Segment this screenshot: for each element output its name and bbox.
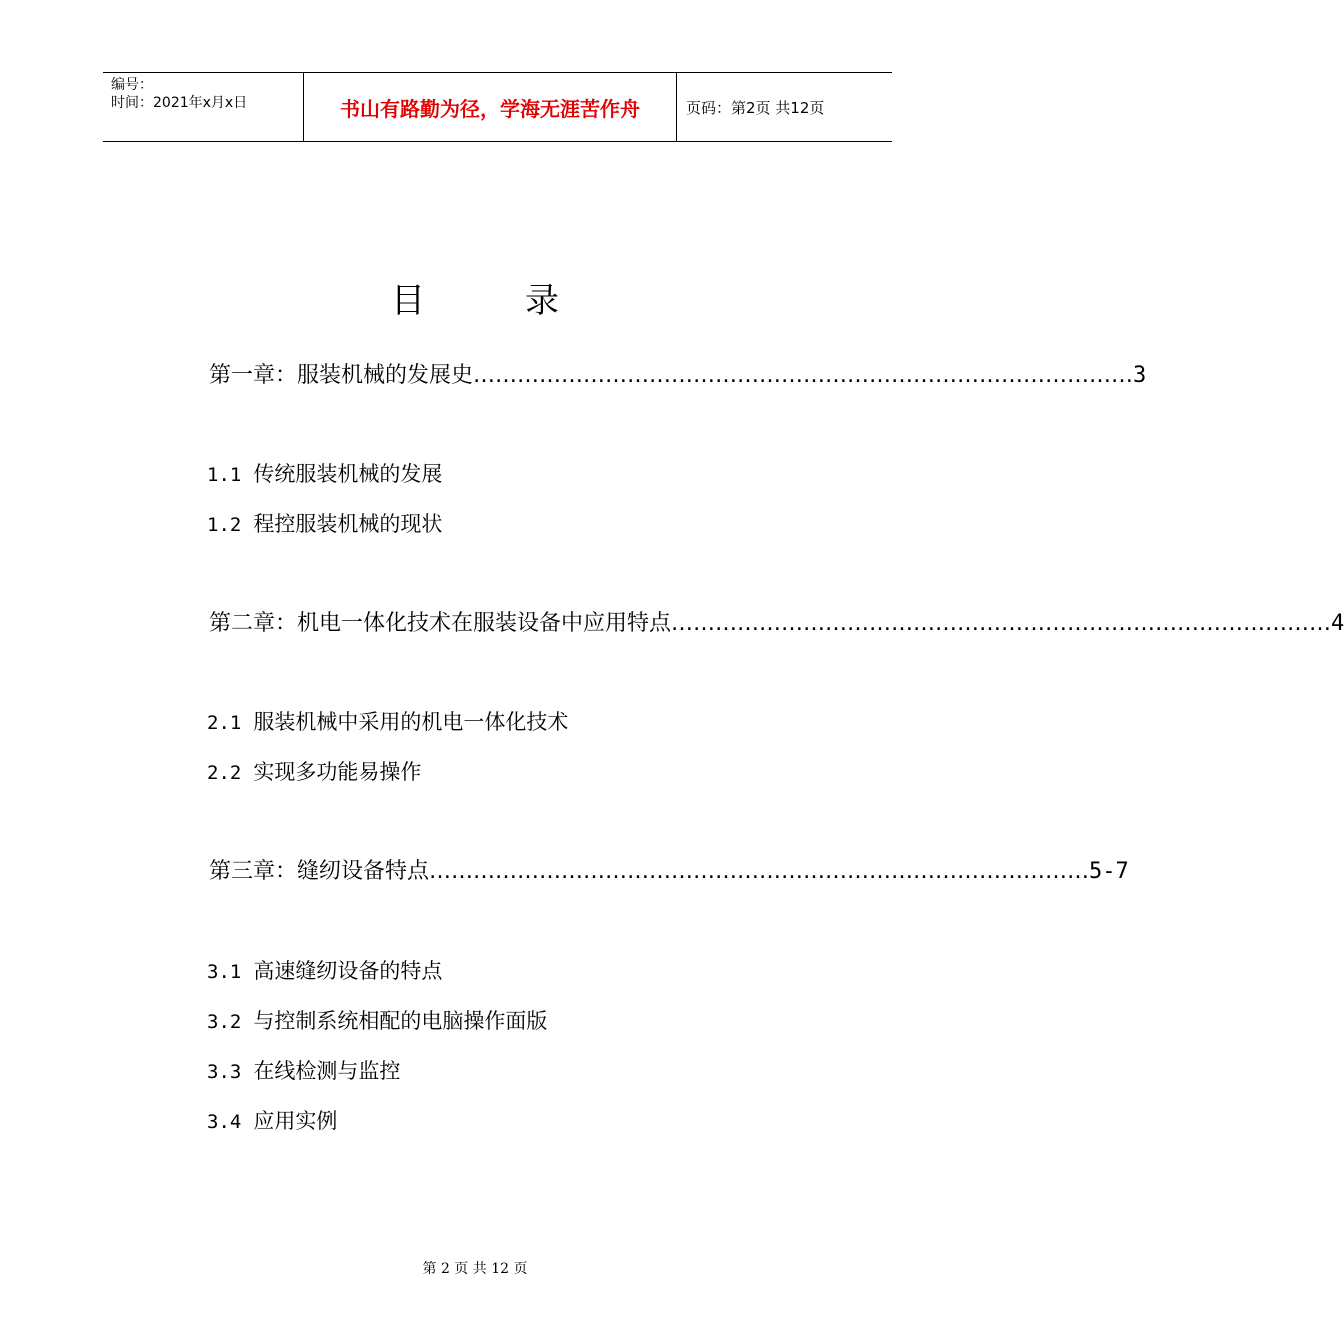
section-number: 2.1 — [207, 712, 242, 734]
toc-section-1-2[interactable] — [207, 511, 442, 538]
toc-chapter-1[interactable] — [209, 362, 1147, 390]
page-footer: 第 2 页 共 12 页 — [422, 1261, 528, 1277]
section-number: 3.3 — [207, 1061, 242, 1083]
toc-section-3-4[interactable] — [207, 1108, 337, 1135]
toc-section-3-1[interactable] — [207, 958, 442, 985]
section-title: 程控服装机械的现状 — [253, 512, 443, 536]
chapter-page: 5-7 — [1089, 859, 1129, 884]
chapter-title: 第二章：机电一体化技术在服装设备中应用特点 — [209, 611, 672, 636]
toc-section-3-3[interactable] — [207, 1058, 400, 1085]
chapter-page: 3 — [1133, 363, 1147, 388]
toc-section-2-1[interactable] — [207, 709, 568, 736]
toc-chapter-3[interactable] — [209, 858, 1129, 886]
dot-leader: ……………………………………………………………………………… — [671, 611, 1332, 636]
dot-leader: ……………………………………………………………………………… — [473, 363, 1134, 388]
dot-leader: ……………………………………………………………………………… — [429, 859, 1090, 884]
toc-section-1-1[interactable] — [207, 461, 442, 488]
section-number: 3.4 — [207, 1111, 242, 1133]
page-code: 页码：第2页 共12页 — [686, 99, 825, 117]
section-title: 服装机械中采用的机电一体化技术 — [253, 710, 569, 734]
chapter-title: 第一章：服装机械的发展史 — [209, 363, 474, 388]
section-number: 1.2 — [207, 514, 242, 536]
toc-section-3-2[interactable] — [207, 1008, 547, 1035]
section-title: 传统服装机械的发展 — [253, 462, 443, 486]
section-title: 在线检测与监控 — [253, 1059, 401, 1083]
section-title: 高速缝纫设备的特点 — [253, 959, 443, 983]
section-title: 应用实例 — [253, 1109, 338, 1133]
section-number: 3.1 — [207, 961, 242, 983]
toc-section-2-2[interactable] — [207, 759, 421, 786]
chapter-title: 第三章：缝纫设备特点 — [209, 859, 430, 884]
document-header — [103, 72, 892, 142]
header-meta-cell — [103, 73, 304, 141]
section-number: 1.1 — [207, 464, 242, 486]
section-number: 2.2 — [207, 762, 242, 784]
header-page-cell — [678, 73, 892, 141]
section-title: 与控制系统相配的电脑操作面版 — [253, 1009, 548, 1033]
toc-chapter-2[interactable] — [209, 610, 1344, 638]
section-number: 3.2 — [207, 1011, 242, 1033]
time-label: 时间：2021年x月x日 — [111, 95, 248, 111]
section-title: 实现多功能易操作 — [253, 760, 422, 784]
header-motto-cell — [304, 73, 677, 141]
motto-text: 书山有路勤为径，学海无涯苦作舟 — [340, 97, 640, 121]
number-label: 编号： — [111, 77, 153, 93]
toc-title: 目录 — [391, 281, 659, 321]
chapter-page: 4 — [1331, 611, 1344, 636]
